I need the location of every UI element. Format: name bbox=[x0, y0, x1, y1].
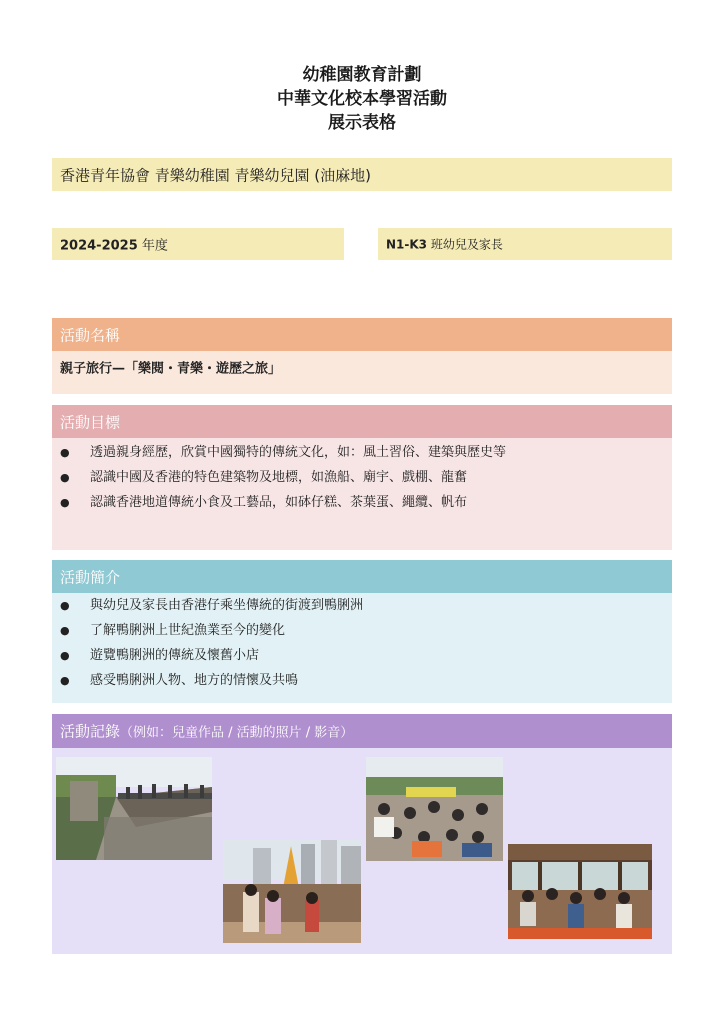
objectives-body bbox=[52, 438, 672, 550]
bullet-icon: ● bbox=[60, 624, 70, 637]
list-item: ● 了解鴨脷洲上世紀漁業至今的變化 bbox=[52, 618, 672, 643]
list-item: ● 感受鴨脷洲人物、地方的情懷及共鳴 bbox=[52, 668, 672, 693]
activity-name-header-label: 活動名稱 bbox=[60, 326, 121, 344]
bullet-icon: ● bbox=[60, 496, 70, 509]
photo-boat bbox=[508, 844, 652, 939]
target-text bbox=[386, 236, 503, 253]
bullet-icon: ● bbox=[60, 674, 70, 687]
bullet-icon: ● bbox=[60, 446, 70, 459]
record-header-label: 活動記錄 bbox=[60, 722, 121, 741]
photo-boat-image bbox=[508, 844, 652, 939]
school-name-band bbox=[52, 158, 672, 191]
target-bold: N1-K3 bbox=[386, 237, 428, 252]
year-band bbox=[52, 228, 344, 260]
year-rest: 年度 bbox=[137, 238, 168, 254]
activity-name-body bbox=[52, 351, 672, 394]
title-line-1: 幼稚園教育計劃 bbox=[302, 65, 422, 85]
title-line-3: 展示表格 bbox=[328, 113, 396, 133]
record-header bbox=[52, 714, 672, 748]
bullet-icon: ● bbox=[60, 649, 70, 662]
list-item: ● 透過親身經歷，欣賞中國獨特的傳統文化，如：風土習俗、建築與歷史等 bbox=[52, 440, 672, 465]
photo-walkway bbox=[56, 757, 212, 860]
activity-name-value: 親子旅行—「樂閱・青樂・遊歷之旅」 bbox=[60, 361, 282, 377]
record-header-text bbox=[60, 721, 353, 742]
title-line-2: 中華文化校本學習活動 bbox=[277, 89, 447, 109]
list-item: ● 認識香港地道傳統小食及工藝品，如砵仔糕、茶葉蛋、繩纜、帆布 bbox=[52, 490, 672, 515]
photo-children-street bbox=[223, 840, 361, 943]
introduction-body bbox=[52, 593, 672, 703]
bullet-icon: ● bbox=[60, 599, 70, 612]
target-band bbox=[378, 228, 672, 260]
objectives-header bbox=[52, 405, 672, 438]
list-item: ● 遊覽鴨脷洲的傳統及懷舊小店 bbox=[52, 643, 672, 668]
bullet-icon: ● bbox=[60, 471, 70, 484]
list-item: ● 與幼兒及家長由香港仔乘坐傳統的街渡到鴨脷洲 bbox=[52, 593, 672, 618]
introduction-header-label: 活動簡介 bbox=[60, 568, 121, 586]
photo-children-street-image bbox=[223, 840, 361, 943]
school-name: 香港青年協會 青樂幼稚園 青樂幼兒園 (油麻地) bbox=[60, 166, 372, 184]
photo-group-outdoors-image bbox=[366, 757, 503, 861]
year-bold: 2024-2025 bbox=[60, 238, 138, 254]
target-rest: 班幼兒及家長 bbox=[427, 237, 503, 252]
introduction-list bbox=[52, 593, 672, 693]
introduction-header bbox=[52, 560, 672, 593]
objectives-list bbox=[52, 440, 672, 515]
list-item: ● 認識中國及香港的特色建築物及地標，如漁船、廟宇、戲棚、龍奮 bbox=[52, 465, 672, 490]
photo-group-outdoors bbox=[366, 757, 503, 861]
record-subheader: （例如：兒童作品 / 活動的照片 / 影音） bbox=[120, 725, 354, 741]
objectives-header-label: 活動目標 bbox=[60, 413, 121, 431]
photo-walkway-image bbox=[56, 757, 212, 860]
activity-name-header bbox=[52, 318, 672, 351]
year-text bbox=[60, 235, 168, 254]
